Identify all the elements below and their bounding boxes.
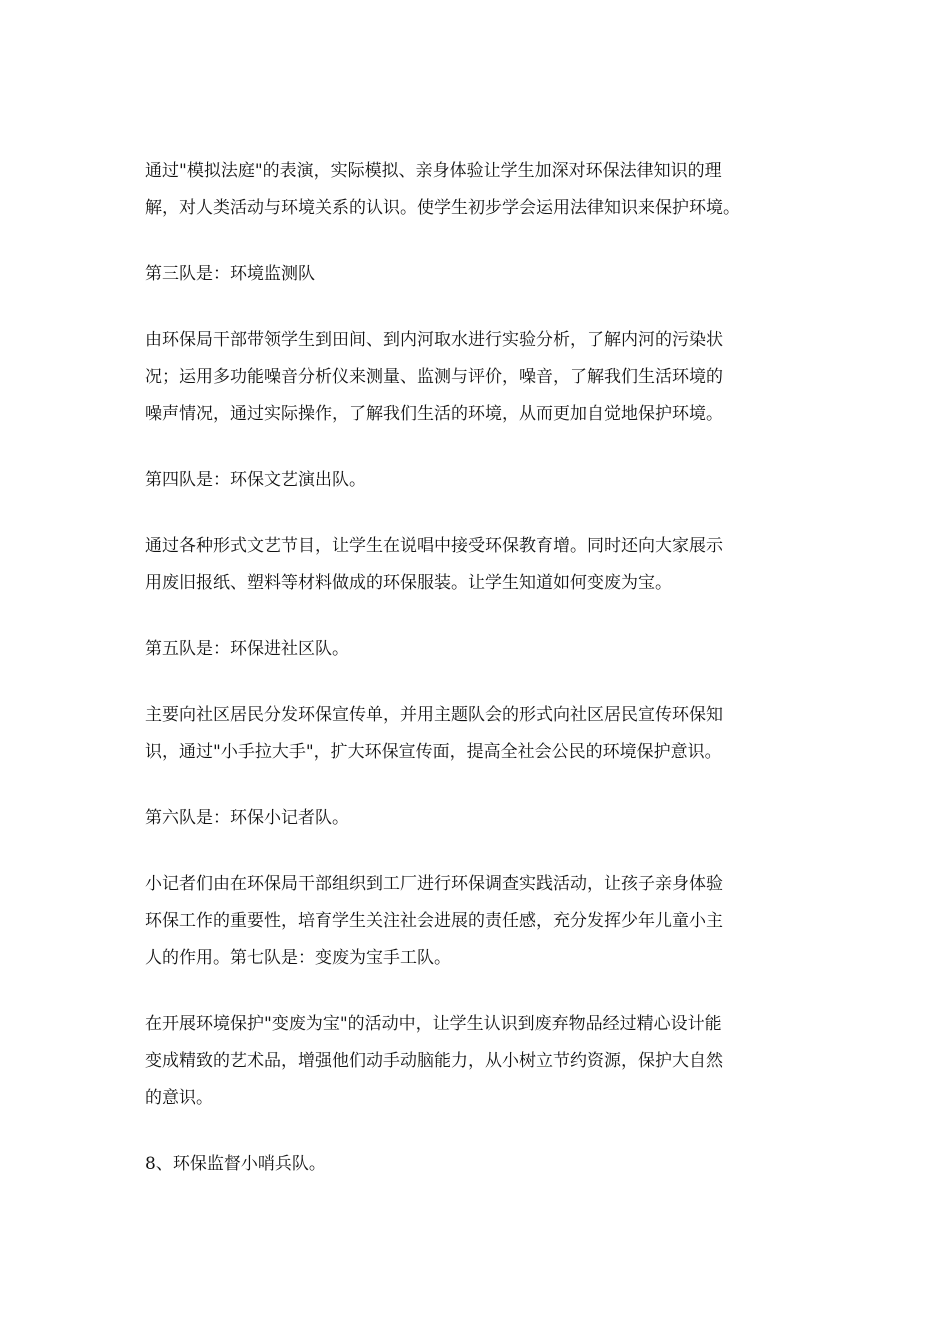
paragraph-team-6: [145, 866, 805, 977]
paragraph-team-3: [145, 322, 805, 433]
text-line: 况；运用多功能噪音分析仪来测量、监测与评价，噪音，了解我们生活环境的: [145, 367, 723, 387]
heading-team-5: [145, 631, 805, 668]
text-line: 主要向社区居民分发环保宣传单，并用主题队会的形式向社区居民宣传环保知: [145, 705, 723, 725]
text-line: 解，对人类活动与环境关系的认识。使学生初步学会运用法律知识来保护环境。: [145, 198, 740, 218]
text-line: 人的作用。第七队是：变废为宝手工队。: [145, 948, 451, 968]
text-line: 通过"模拟法庭"的表演，实际模拟、亲身体验让学生加深对环保法律知识的理: [145, 161, 722, 181]
text-line: 变成精致的艺术品，增强他们动手动脑能力，从小树立节约资源，保护大自然: [145, 1051, 723, 1071]
text-line: 的意识。: [145, 1088, 213, 1108]
text-line: 用废旧报纸、塑料等材料做成的环保服装。让学生知道如何变废为宝。: [145, 573, 672, 593]
heading-team-6: [145, 800, 805, 837]
heading-team-8: [145, 1146, 805, 1183]
paragraph-team-4: [145, 528, 805, 602]
paragraph-team-7: [145, 1006, 805, 1117]
text-line: 第六队是：环保小记者队。: [145, 808, 349, 828]
text-line: 识，通过"小手拉大手"，扩大环保宣传面，提高全社会公民的环境保护意识。: [145, 742, 722, 762]
text-line: 噪声情况，通过实际操作，了解我们生活的环境，从而更加自觉地保护环境。: [145, 404, 723, 424]
paragraph-team-5: [145, 697, 805, 771]
paragraph-mock-court: [145, 153, 805, 227]
text-line: 在开展环境保护"变废为宝"的活动中，让学生认识到废弃物品经过精心设计能: [145, 1014, 722, 1034]
text-line: 第三队是：环境监测队: [145, 264, 315, 284]
text-line: 由环保局干部带领学生到田间、到内河取水进行实验分析，了解内河的污染状: [145, 330, 723, 350]
text-line: 环保工作的重要性，培育学生关注社会进展的责任感，充分发挥少年儿童小主: [145, 911, 723, 931]
text-line: 小记者们由在环保局干部组织到工厂进行环保调查实践活动，让孩子亲身体验: [145, 874, 723, 894]
text-line: 8、环保监督小哨兵队。: [145, 1154, 326, 1174]
heading-team-4: [145, 462, 805, 499]
heading-team-3: [145, 256, 805, 293]
text-line: 第五队是：环保进社区队。: [145, 639, 349, 659]
text-line: 第四队是：环保文艺演出队。: [145, 470, 366, 490]
document-body: [145, 153, 805, 1212]
text-line: 通过各种形式文艺节目，让学生在说唱中接受环保教育增。同时还向大家展示: [145, 536, 723, 556]
